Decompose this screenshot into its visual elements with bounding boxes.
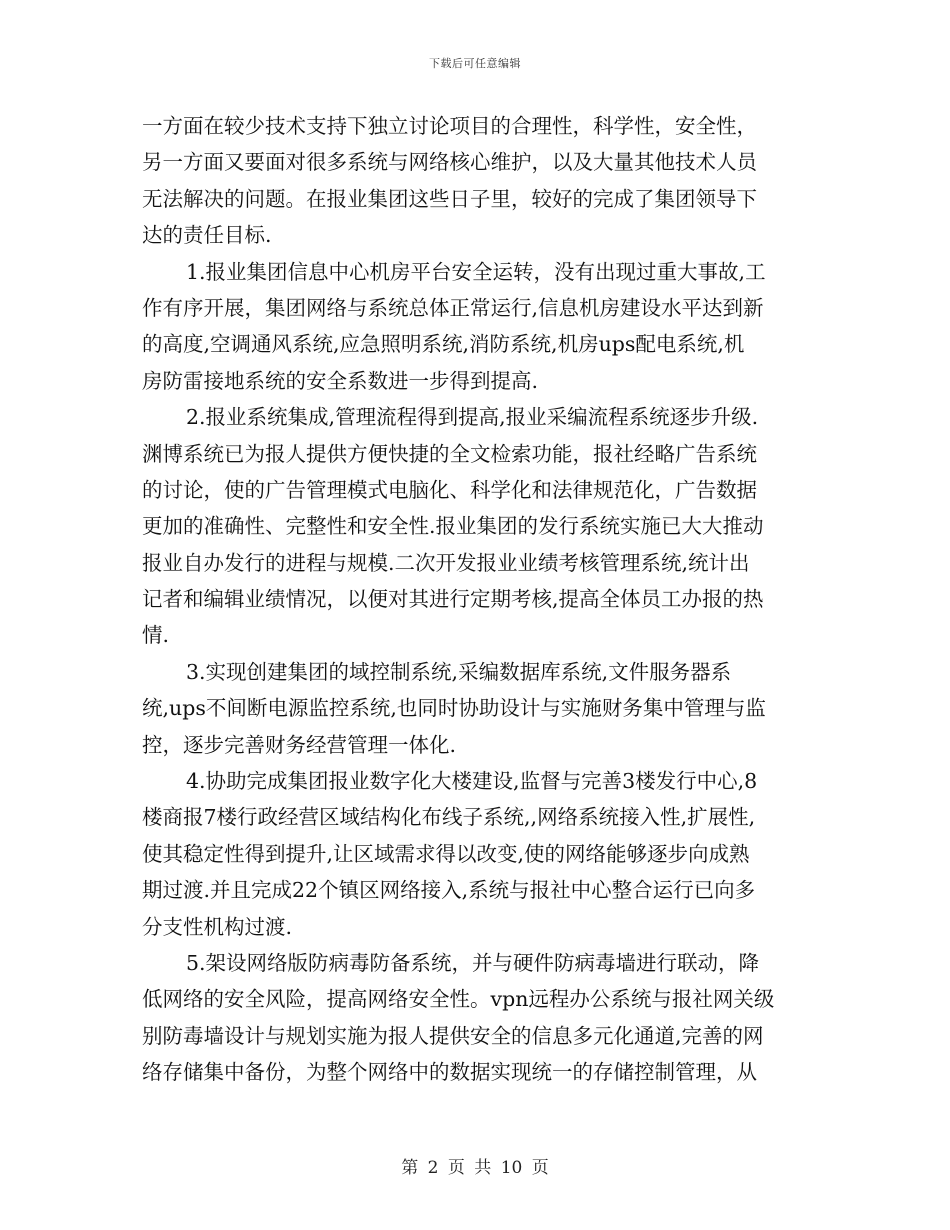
text-line: 统,ups不间断电源监控系统,也同时协助设计与实施财务集中管理与监 bbox=[142, 696, 766, 721]
text-line: 1.报业集团信息中心机房平台安全运转，没有出现过重大事故,工 bbox=[186, 259, 766, 284]
text-line: 别防毒墙设计与规划实施为报人提供安全的信息多元化通道,完善的网 bbox=[142, 1023, 764, 1048]
document-body bbox=[142, 108, 810, 1091]
text-line: 络存储集中备份，为整个网络中的数据实现统一的存储控制管理，从 bbox=[142, 1060, 757, 1085]
text-line: 3.实现创建集团的域控制系统,采编数据库系统,文件服务器系 bbox=[186, 659, 732, 684]
text-line: 更加的准确性、完整性和安全性.报业集团的发行系统实施已大大推动 bbox=[142, 514, 764, 539]
text-line: 控，逐步完善财务经营管理一体化. bbox=[142, 732, 457, 757]
text-line: 无法解决的问题。在报业集团这些日子里，较好的完成了集团领导下 bbox=[142, 186, 757, 211]
text-line: 使其稳定性得到提升,让区域需求得以改变,使的网络能够逐步向成熟 bbox=[142, 841, 750, 866]
text-line: 低网络的安全风险，提高网络安全性。vpn远程办公系统与报社网关级 bbox=[142, 987, 775, 1012]
text-line: 渊博系统已为报人提供方便快捷的全文检索功能，报社经略广告系统 bbox=[142, 441, 757, 466]
text-line: 房防雷接地系统的安全系数进一步得到提高. bbox=[142, 368, 539, 393]
text-line: 5.架设网络版防病毒防备系统，并与硬件防病毒墙进行联动，降 bbox=[186, 950, 760, 975]
page-header-note: 下载后可任意编辑 bbox=[429, 57, 521, 70]
text-line: 报业自办发行的进程与规模.二次开发报业业绩考核管理系统,统计出 bbox=[142, 550, 750, 575]
page-number: 第 2 页 共 10 页 bbox=[401, 1158, 549, 1178]
text-line: 2.报业系统集成,管理流程得到提高,报业采编流程系统逐步升级. bbox=[186, 405, 759, 430]
text-line: 另一方面又要面对很多系统与网络核心维护，以及大量其他技术人员 bbox=[142, 150, 757, 175]
text-line: 记者和编辑业绩情况，以便对其进行定期考核,提高全体员工办报的热 bbox=[142, 587, 764, 612]
text-line: 一方面在较少技术支持下独立讨论项目的合理性，科学性，安全性， bbox=[142, 114, 757, 138]
text-line: 达的责任目标. bbox=[142, 223, 272, 248]
text-line: 期过渡.并且完成22个镇区网络接入,系统与报社中心整合运行已向多 bbox=[142, 878, 756, 903]
text-line: 的讨论，使的广告管理模式电脑化、科学化和法律规范化，广告数据 bbox=[142, 477, 757, 502]
text-line: 情. bbox=[142, 623, 170, 648]
text-line: 分支性机构过渡. bbox=[142, 914, 293, 939]
text-line: 的高度,空调通风系统,应急照明系统,消防系统,机房ups配电系统,机 bbox=[142, 332, 745, 357]
text-line: 作有序开展，集团网络与系统总体正常运行,信息机房建设水平达到新 bbox=[142, 295, 764, 320]
text-line: 楼商报7楼行政经营区域结构化布线子系统,,网络系统接入性,扩展性, bbox=[142, 805, 756, 830]
text-line: 4.协助完成集团报业数字化大楼建设,监督与完善3楼发行中心,8 bbox=[186, 769, 758, 794]
